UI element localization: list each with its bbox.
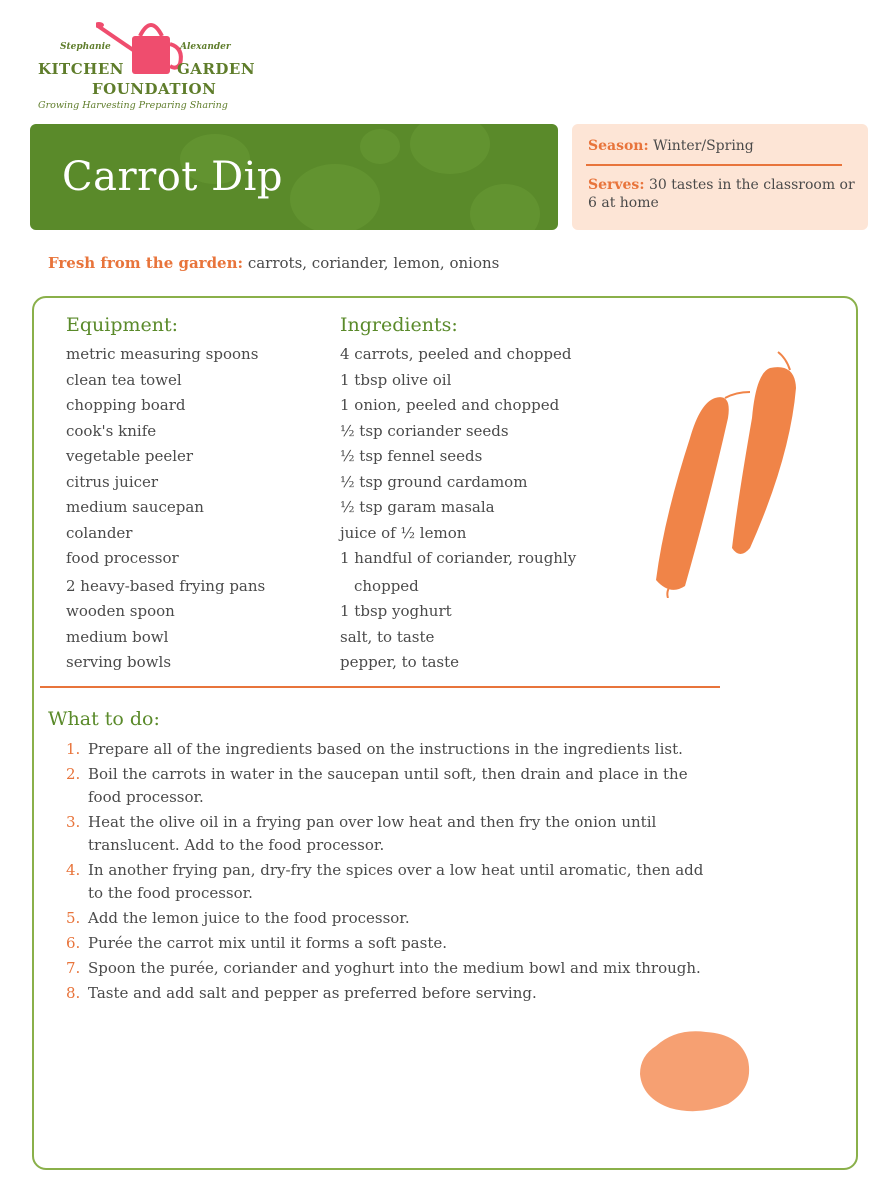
ingredient-item: 4 carrots, peeled and chopped (340, 345, 572, 363)
method-step (66, 811, 706, 857)
method-heading: What to do: (48, 708, 160, 730)
equipment-item: citrus juicer (66, 472, 159, 491)
ingredient-item: 1 onion, peeled and chopped (340, 396, 560, 414)
step-text: Prepare all of the ingredients based on the instructions in the ingredients list. (88, 740, 683, 758)
season-divider (586, 164, 842, 166)
step-number: 4. (66, 861, 81, 879)
foundation-logo (34, 12, 264, 117)
ingredient-item: ½ tsp garam masala (340, 498, 495, 516)
equipment-item: colander (66, 523, 133, 542)
step-number: 2. (66, 765, 81, 783)
equipment-item: cook's knife (66, 421, 157, 440)
step-number: 3. (66, 813, 81, 831)
step-number: 8. (66, 984, 81, 1002)
ingredient-item: 1 handful of coriander, roughly (340, 549, 577, 567)
ingredient-item-continued: chopped (354, 576, 419, 595)
banner-decoration (470, 184, 540, 230)
equipment-item: serving bowls (66, 653, 172, 671)
step-number: 1. (66, 740, 81, 758)
step-number: 6. (66, 934, 81, 952)
ingredient-item: salt, to taste (340, 627, 435, 646)
ingredient-item: ½ tsp coriander seeds (340, 421, 509, 440)
ingredient-item: 1 tbsp olive oil (340, 370, 452, 389)
method-step (66, 957, 706, 980)
logo-first-name: Stephanie (60, 42, 111, 52)
step-text: In another frying pan, dry-fry the spices over a low heat until aromatic, then add to the food processor. (88, 861, 704, 902)
season-value: Winter/Spring (653, 138, 754, 154)
season-label: Season: (588, 138, 649, 154)
season-serves-box (572, 124, 868, 230)
serves-label: Serves: (588, 177, 645, 193)
fresh-from-garden (48, 254, 499, 272)
method-step (66, 982, 706, 1005)
equipment-item: clean tea towel (66, 370, 182, 389)
serves-value: 30 tastes in the classroom or 6 at home (588, 177, 855, 211)
logo-kitchen-word: KITCHEN (38, 60, 124, 78)
section-divider (40, 686, 720, 688)
method-step (66, 763, 706, 809)
banner-decoration (410, 124, 490, 174)
banner-decoration (290, 164, 380, 230)
method-steps (66, 738, 706, 1007)
orange-splat-illustration (636, 1026, 756, 1116)
method-step (66, 907, 706, 930)
logo-last-name: Alexander (180, 42, 231, 52)
equipment-item: food processor (66, 549, 179, 567)
equipment-item: vegetable peeler (66, 447, 194, 465)
step-number: 7. (66, 959, 81, 977)
ingredients-heading: Ingredients: (340, 314, 458, 336)
ingredient-item: juice of ½ lemon (340, 523, 467, 542)
equipment-item: 2 heavy-based frying pans (66, 576, 266, 595)
logo-tagline: Growing Harvesting Preparing Sharing (38, 100, 228, 111)
step-text: Boil the carrots in water in the saucepan until soft, then drain and place in the food processor. (88, 765, 688, 806)
step-text: Add the lemon juice to the food processor. (88, 909, 410, 927)
step-text: Spoon the purée, coriander and yoghurt into the medium bowl and mix through. (88, 959, 701, 977)
equipment-item: metric measuring spoons (66, 345, 259, 363)
fresh-label: Fresh from the garden: (48, 254, 244, 272)
fresh-value: carrots, coriander, lemon, onions (247, 254, 500, 272)
logo-garden-word: GARDEN (177, 60, 256, 78)
page-title: Carrot Dip (62, 154, 284, 200)
title-banner (30, 124, 558, 230)
step-text: Taste and add salt and pepper as preferred before serving. (88, 984, 537, 1002)
season-row (588, 138, 754, 154)
equipment-item: wooden spoon (66, 602, 175, 620)
method-step (66, 738, 706, 761)
equipment-list (66, 342, 265, 676)
ingredient-item: pepper, to taste (340, 653, 460, 671)
banner-decoration (360, 129, 400, 164)
step-text: Purée the carrot mix until it forms a soft paste. (88, 934, 447, 952)
equipment-item: medium saucepan (66, 498, 204, 516)
method-step (66, 932, 706, 955)
step-text: Heat the olive oil in a frying pan over low heat and then fry the onion until translucent. Add to the food processor. (88, 813, 657, 854)
equipment-item: medium bowl (66, 627, 169, 646)
equipment-item: chopping board (66, 396, 186, 414)
carrot-illustration (640, 348, 820, 598)
step-number: 5. (66, 909, 81, 927)
ingredient-item: ½ tsp ground cardamom (340, 472, 528, 491)
ingredients-list (340, 342, 576, 676)
ingredient-item: 1 tbsp yoghurt (340, 602, 452, 620)
serves-row (588, 176, 856, 212)
method-step (66, 859, 706, 905)
equipment-heading: Equipment: (66, 314, 179, 336)
logo-foundation-word: FOUNDATION (92, 80, 217, 98)
ingredient-item: ½ tsp fennel seeds (340, 447, 483, 465)
